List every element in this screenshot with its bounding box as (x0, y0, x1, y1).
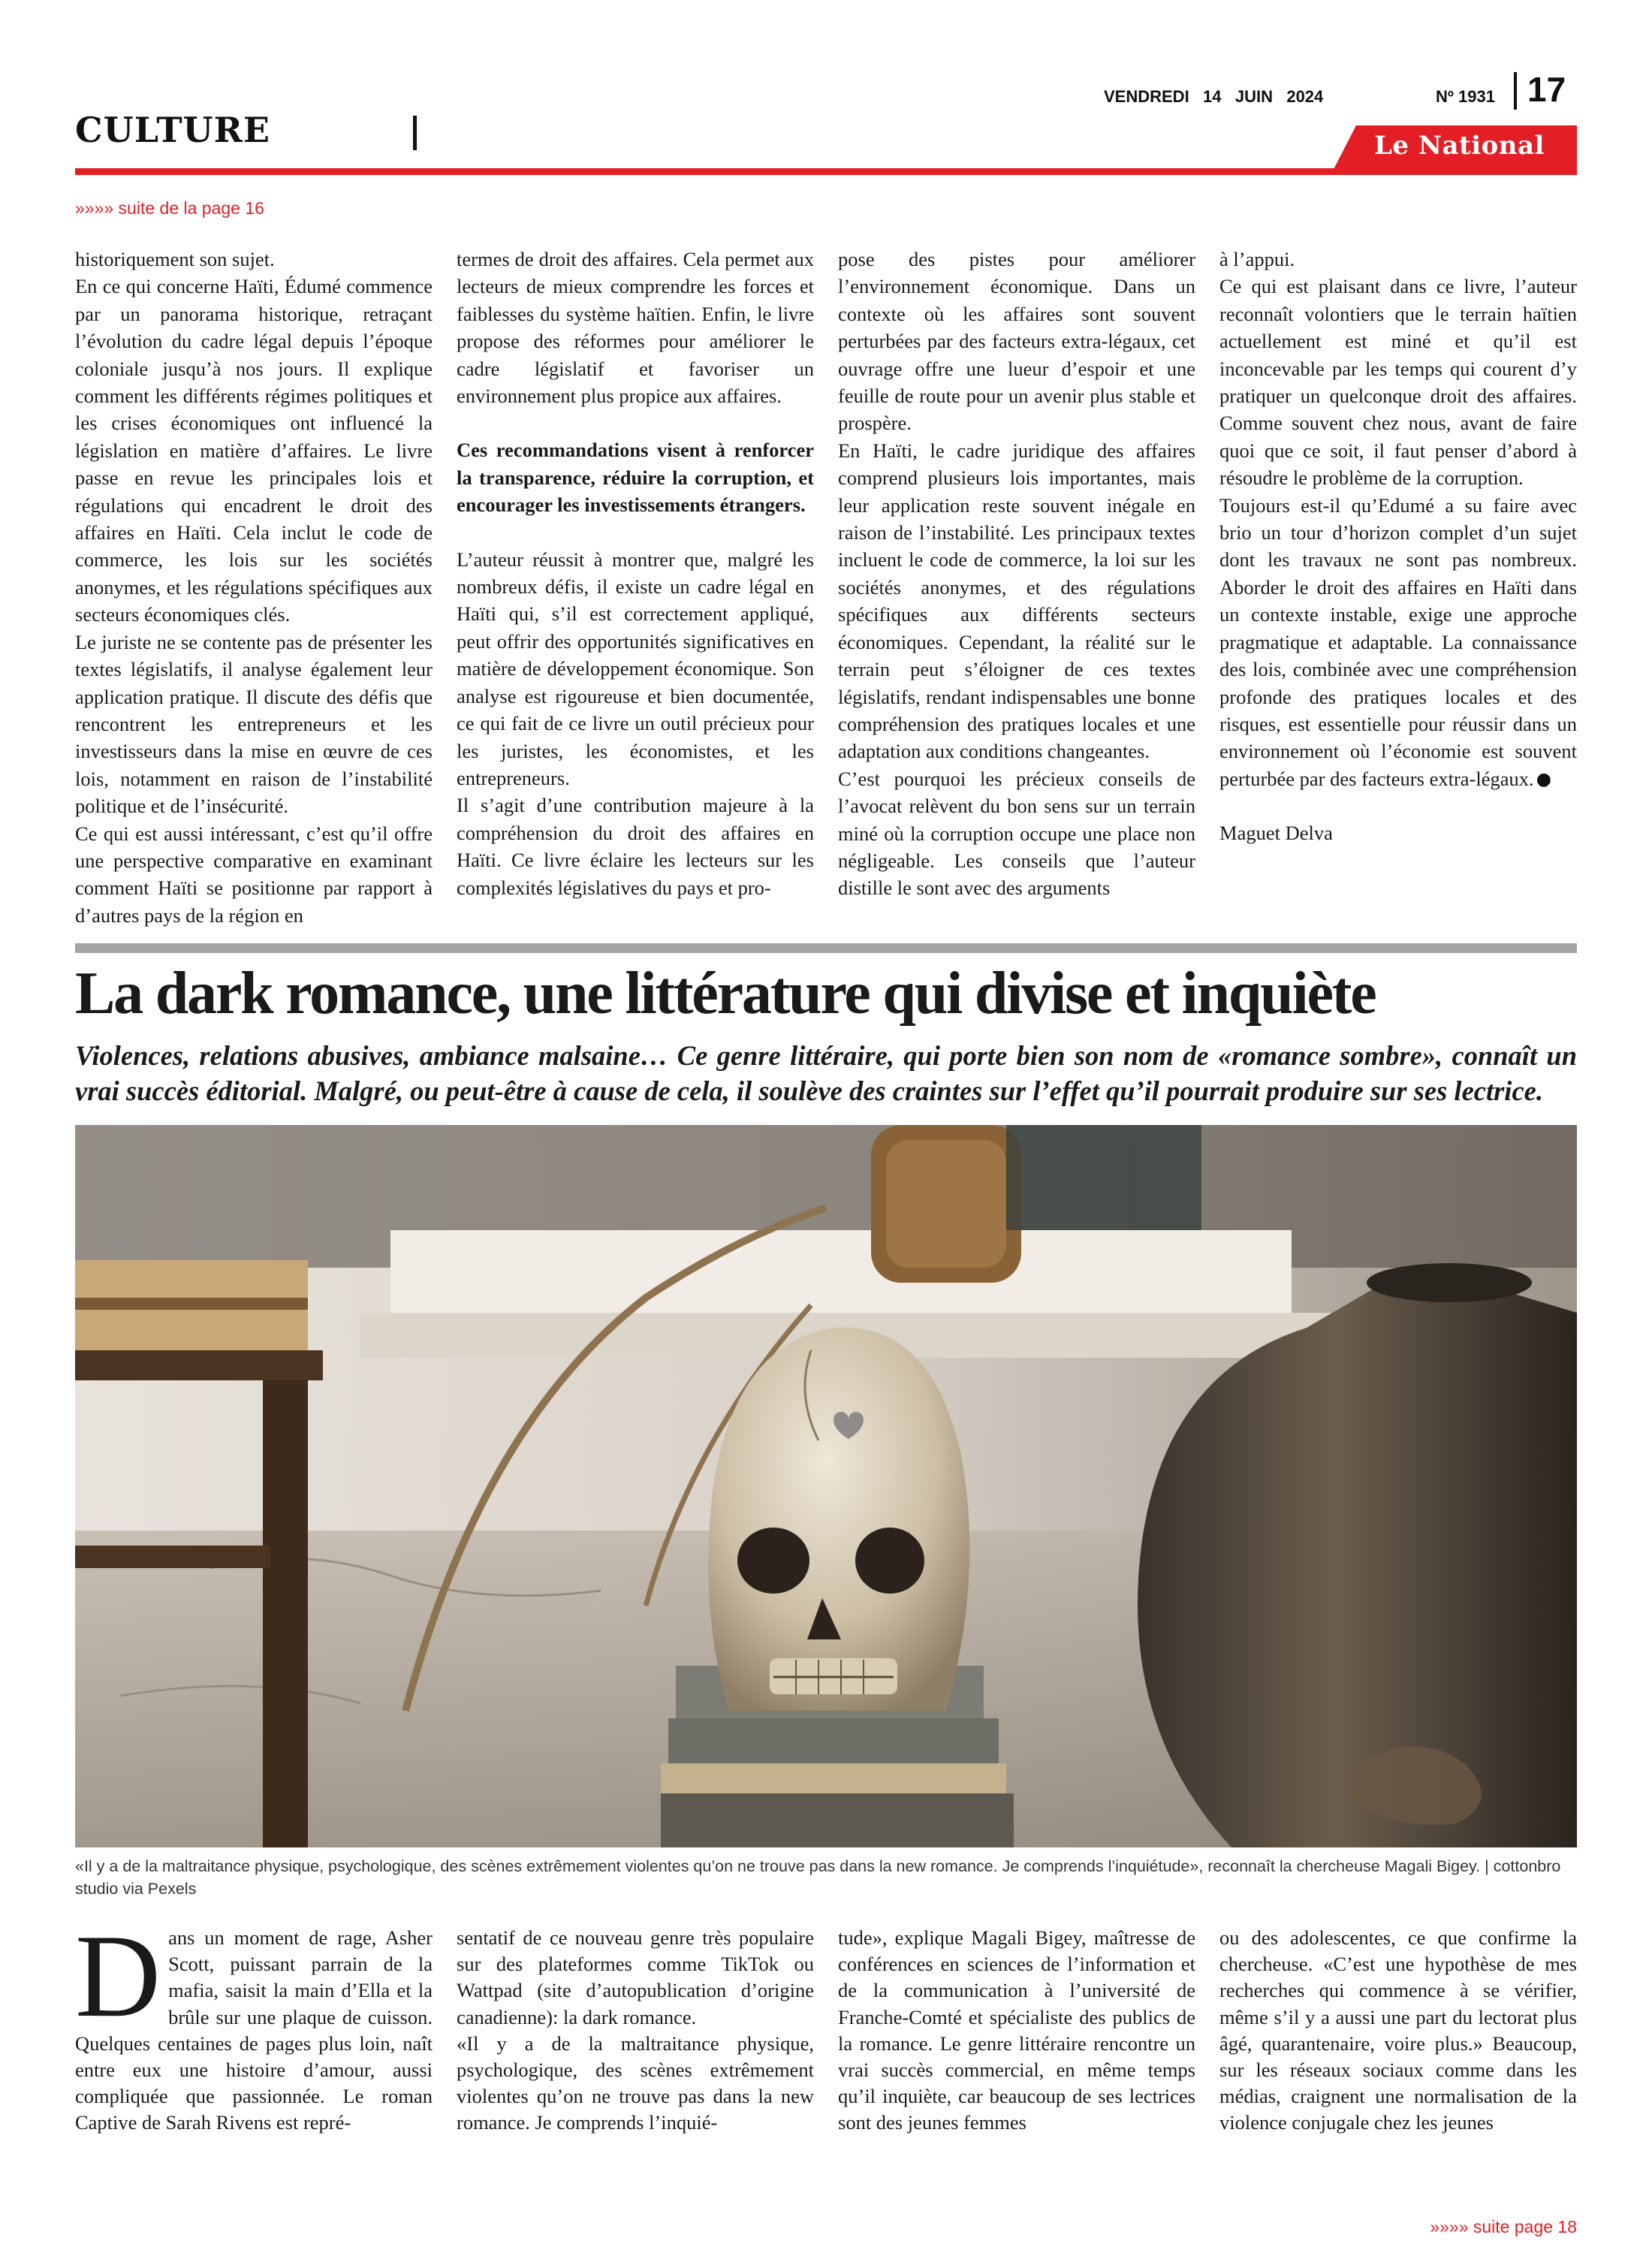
feature-column-1 (75, 1911, 433, 2137)
paragraph: historiquement son sujet. (75, 248, 275, 270)
article-column-3 (838, 246, 1195, 902)
paragraph: sentatif de ce nouveau genre très populaire sur des plateformes comme TikTok ou Wattpad (site d’autopublication d’origine canadienne): la dark romance. (457, 1926, 814, 2028)
paragraph (75, 1911, 433, 2137)
photo-caption: «Il y a de la maltraitance physique, psychologique, des scènes extrêmement violentes qu’on ne trouve pas dans la new romance. Je comprends l’inquiétude», reconnaît la chercheuse Magali Bigey. | cottonbro studio via Pexels (75, 1857, 1561, 1898)
feature-column-2 (457, 1925, 814, 2137)
author-byline: Maguet Delva (1219, 822, 1333, 845)
feature-standfirst: Violences, relations abusives, ambiance malsaine… Ce genre littéraire, qui porte bien son nom de «romance sombre», connaît un vrai succès éditorial. Malgré, ou peut-être à cause de cela, il soulève des craintes sur l’effet qu’il pourrait produire sur ses lectrice. (75, 1040, 1577, 1106)
continued-from-link[interactable]: »»»» suite de la page 16 (75, 198, 264, 218)
continued-to-link[interactable]: »»»» suite page 18 (1430, 2217, 1577, 2236)
paragraph-text: Toujours est-il qu’Edumé a su faire avec brio un tour d’horizon complet d’un sujet dont les travaux ne sont pas nombreux. Aborder le droit des affaires en Haïti dans un contexte instable, exige une approche pragmatique et adaptable. La connaissance des lois, combinée avec une compréhension profonde des pratiques locales et des risques, est essentielle pour réussir dans un environnement où l’économie est souvent perturbée par des facteurs extra-légaux. (1219, 493, 1577, 790)
issue-number: Nº 1931 (1436, 87, 1495, 106)
article-column-1 (75, 246, 433, 929)
paragraph: En Haïti, le cadre juridique des affaires comprend plusieurs lois importantes, mais leur application reste souvent inégale en raison de l’instabilité. Les principaux textes incluent le code de commerce, la loi sur les sociétés anonymes, et des régulations spécifiques aux différents secteurs économiques. Cependant, la réalité sur le terrain peut s’éloigner de ces textes législatifs, rendant indispensables une bonne compréhension des pratiques locales et une adaptation aux conditions changeantes. (838, 439, 1195, 763)
article-column-2 (457, 246, 814, 901)
date-number: 14 (1203, 87, 1222, 106)
paragraph: pose des pistes pour améliorer l’environnement économique. Dans un contexte où les affaires sont souvent perturbées par des facteurs extra-légaux, cet ouvrage offre une lueur d’espoir et une feuille de route pour un avenir plus stable et prospère. (838, 248, 1195, 435)
section-title: CULTURE (75, 110, 270, 150)
paragraph: En ce qui concerne Haïti, Édumé commence par un panorama historique, retraçant l’évolution du cadre légal depuis l’époque coloniale jusqu’à nos jours. Il explique comment les différents régimes politiques et les crises économiques ont influencé la législation en matière d’affaires. Le livre passe en revue les principales lois et régulations qui encadrent le droit des affaires en Haïti. Cela inclut le code de commerce, les lois sur les sociétés anonymes, et les régulations spécifiques aux secteurs économiques clés. (75, 275, 433, 626)
date-day: VENDREDI (1104, 87, 1189, 106)
paragraph: C’est pourquoi les précieux conseils de l’avocat relèvent du bon sens sur un terrain miné où la corruption occupe une place non négligeable. Les conseils que l’auteur distille le sont avec des arguments (838, 767, 1195, 900)
drop-cap: D (75, 1911, 161, 2042)
paragraph: ou des adolescentes, ce que confirme la chercheuse. «C’est une hypothèse de mes recherches qui commence à se vérifier, même s’il y a aussi une part du lectorat plus âgé, quarantenaire, voire plus.» Beaucoup, sur les réseaux sociaux comme dans les médias, craignent une normalisation de la violence conjugale chez les jeunes (1219, 1926, 1577, 2134)
article-column-4 (1219, 246, 1577, 847)
date-year: 2024 (1286, 87, 1324, 106)
paragraph: Ce qui est plaisant dans ce livre, l’auteur reconnaît volontiers que le terrain haïtien actuellement est miné et qu’il est inconcevable par les temps qui courent d’y pratiquer un quelconque droit des affaires. Comme souvent chez nous, avant de faire quoi que ce soit, il faut penser d’abord à résoudre le problème de la corruption. (1219, 275, 1577, 490)
paragraph-bold (457, 436, 814, 518)
paragraph: Ce qui est aussi intéressant, c’est qu’il offre une perspective comparative en examinant comment Haïti se positionne par rapport à d’autres pays de la région en (75, 822, 433, 927)
bold-recommendations: Ces recommandations visent à renforcer la transparence, réduire la corruption, et encourager les investissements étrangers. (457, 439, 814, 517)
skull-still-life-illustration (75, 1125, 1577, 1847)
paragraph-text: ans un moment de rage, Asher Scott, puissant parrain de la mafia, saisit la main d’Ella et la brûle sur une plaque de cuisson. Quelques centaines de pages plus loin, naît entre eux une histoire d’amour, aussi compliquée que passionnée. Le roman Captive de Sarah Rivens est repré- (75, 1926, 433, 2134)
paragraph (1219, 492, 1577, 792)
section-divider-bar (75, 943, 1577, 953)
date-month: JUIN (1234, 87, 1273, 106)
section-divider (413, 116, 417, 150)
feature-headline: La dark romance, une littérature qui divise et inquiète (75, 961, 1376, 1027)
paragraph: «Il y a de la maltraitance physique, psychologique, des scènes extrêmement violentes qu’on ne trouve pas dans la new romance. Je comprends l’inquié- (457, 2031, 814, 2134)
feature-photo (75, 1125, 1577, 1847)
paragraph: L’auteur réussit à montrer que, malgré les nombreux défis, il existe un cadre légal en Haïti qui, s’il est correctement appliqué, peut offrir des opportunités significatives en matière de développement économique. Son analyse est rigoureuse et bien documentée, ce qui fait de ce livre un outil précieux pour les juristes, les économistes, et les entrepreneurs. (457, 547, 814, 789)
paragraph: tude», explique Magali Bigey, maîtresse de conférences en sciences de l’information et de la communication à l’université de Franche-Comté et spécialiste des publics de la romance. Le genre littéraire rencontre un vrai succès commercial, en même temps qu’il inquiète, car beaucoup de ses lectrices sont des jeunes femmes (838, 1926, 1195, 2134)
paragraph: Il s’agit d’une contribution majeure à la compréhension du droit des affaires en Haïti. Ce livre éclaire les lecteurs sur les complexités législatives du pays et pro- (457, 794, 814, 899)
feature-column-4 (1219, 1925, 1577, 2137)
end-of-article-icon (1537, 774, 1551, 787)
brand-name: Le National (1374, 131, 1545, 161)
page-number-divider (1514, 72, 1517, 110)
page-number: 17 (1527, 70, 1566, 109)
paragraph: à l’appui. (1219, 248, 1295, 270)
paragraph: Le juriste ne se contente pas de présenter les textes législatifs, il analyse également leur application pratique. Il discute des défis que rencontrent les entrepreneurs et les investisseurs dans la mise en œuvre de ces lois, notamment en raison de l’instabilité politique et de l’insécurité. (75, 630, 433, 818)
paragraph: termes de droit des affaires. Cela permet aux lecteurs de mieux comprendre les forces et faiblesses du système haïtien. Enfin, le livre propose des réformes pour améliorer le cadre législatif et favoriser un environnement plus propice aux affaires. (457, 248, 814, 408)
date-line (1104, 87, 1323, 107)
feature-column-3 (838, 1925, 1195, 2137)
